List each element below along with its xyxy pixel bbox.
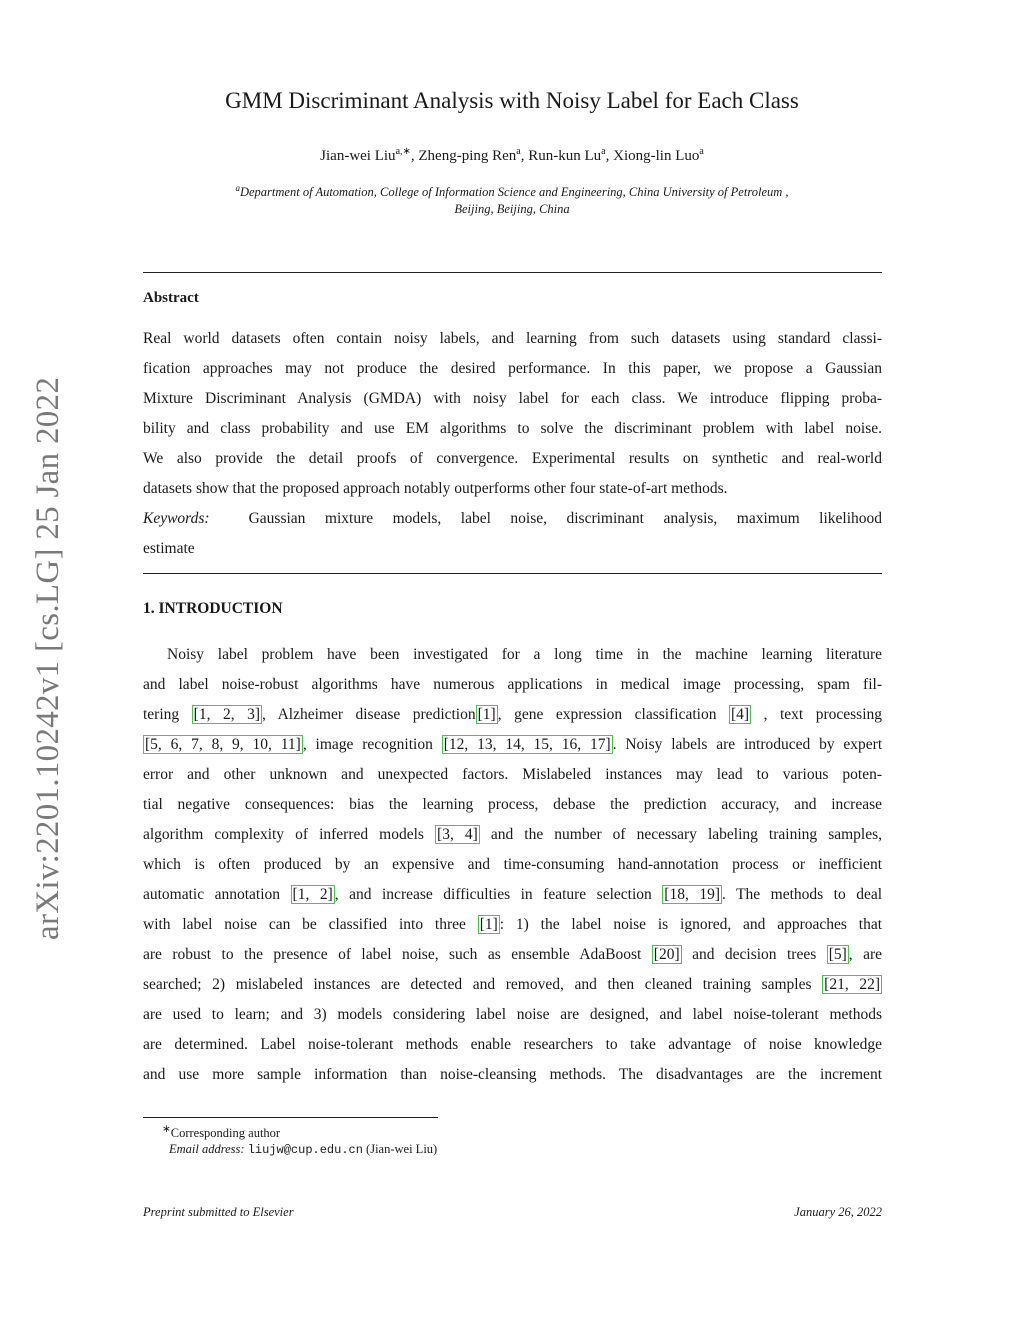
citation-link[interactable]: [21, 22] [824,976,881,993]
abstract-line: Real world datasets often contain noisy labels, and learning from such datasets using standard classi- [143,330,882,347]
footer-date: January 26, 2022 [794,1205,882,1219]
intro-line [143,700,882,730]
affiliation-mark: a [235,183,240,193]
text-run: with label noise can be classified into three [143,916,466,933]
keywords-line [143,504,882,534]
citation-number: 3 [442,826,450,843]
citation-number: 1 [484,916,493,933]
citation-number: 12 [448,736,465,753]
intro-line [143,730,882,760]
abstract-line: bility and class probability and use EM algorithms to solve the discriminant problem with label noise. [143,420,882,437]
text-run: algorithm complexity of inferred models [143,826,424,843]
text-run: . The methods to deal [721,886,883,903]
intro-line [143,940,882,970]
abstract-line: fication approaches may not produce the desired performance. In this paper, we propose a Gaussian [143,360,882,377]
footnote-mark: ∗ [162,1124,171,1135]
author-list: Jian-wei Liu$^{a,∗}$, Zheng-ping Ren$^a$, Run-kun Lu$^a$, Xiong-lin Luo$^a$ [320,146,704,164]
citation-number: 5 [833,946,842,963]
abstract-top-rule [143,272,882,273]
intro-line: are used to learn; and 3) models considering label noise are designed, and label noise-tolerant methods [143,1006,882,1023]
section-heading: 1. INTRODUCTION [143,600,283,617]
abstract-body [143,324,882,564]
intro-line [143,910,882,940]
citation-number: 2 [222,706,231,723]
intro-line: Noisy label problem have been investigated for a long time in the machine learning literature [167,646,882,663]
citation-link[interactable]: [3, 4] [437,826,478,843]
affiliation-line: Department of Automation, College of Information Science and Engineering, China University of Petroleum , [239,185,789,200]
intro-line [143,820,882,850]
citation-link[interactable]: [1] [477,706,496,723]
text-run: : 1) the label noise is ignored, and approaches that [499,916,883,933]
citation-number: 19 [699,886,715,903]
citation-number: 3 [247,706,255,723]
citation-number: 17 [589,736,606,753]
author-name: Jian-wei Liu [320,148,396,164]
footnote [162,1122,437,1158]
intro-line [143,970,882,1000]
citation-number: 18 [669,886,685,903]
abstract-line: Mixture Discriminant Analysis (GMDA) with noisy label for each class. We introduce flipping proba- [143,390,882,407]
citation-number: 5 [150,736,158,753]
author-name: Xiong-lin Luo [613,148,700,164]
intro-body [143,640,882,1090]
citation-number: 1 [482,706,491,723]
keywords-label: Keywords: [143,510,210,527]
citation-number: 15 [533,736,550,753]
citation-link[interactable]: [1, 2] [292,886,333,903]
text-run: searched; 2) mislabeled instances are detected and removed, and then cleaned training samples [143,976,812,993]
citation-number: 13 [477,736,493,753]
author-name: Zheng-ping Ren [418,148,517,164]
abstract-line: We also provide the detail proofs of convergence. Experimental results on synthetic and real-world [143,450,882,467]
text-run: , Alzheimer disease prediction [262,706,476,723]
text-run: tering [143,706,180,723]
text-run: , and increase difficulties in feature selection [334,886,652,903]
arxiv-identifier: arXiv:2201.10242v1 [cs.LG] 25 Jan 2022 [30,376,66,940]
citation-link[interactable]: [5, 6, 7, 8, 9, 10, 11] [145,736,301,753]
citation-number: 6 [170,736,179,753]
citation-link[interactable]: [1, 2, 3] [193,706,261,723]
citation-number: 14 [505,736,521,753]
keywords-text: Gaussian mixture models, label noise, discriminant analysis, maximum likelihood [248,510,882,527]
email-owner: (Jian-wei Liu) [366,1142,438,1157]
text-run: automatic annotation [143,886,281,903]
abstract-bottom-rule [143,573,882,574]
citation-number: 7 [191,736,199,753]
intro-line: and label noise-robust algorithms have numerous applications in medical image processing, spam fil- [143,676,882,693]
intro-line [143,880,882,910]
affiliation [150,180,874,218]
intro-line: error and other unknown and unexpected factors. Mislabeled instances may lead to various poten- [143,766,882,783]
footer-preprint-note: Preprint submitted to Elsevier [143,1205,294,1219]
citation-number: 11 [280,736,296,753]
text-run: . Noisy labels are introduced by expert [612,736,883,753]
citation-link[interactable]: [20] [653,946,680,963]
citation-number: 21 [829,976,845,993]
text-run: and decision trees [692,946,817,963]
footnote-rule [143,1117,438,1118]
citation-number: 10 [252,736,269,753]
paper-title: GMM Discriminant Analysis with Noisy Label for Each Class [225,88,799,113]
intro-line: which is often produced by an expensive and time-consuming hand-annotation process or inefficient [143,856,882,873]
author-affil-mark: a [601,146,606,157]
author-affil-mark: a [699,146,704,157]
text-run: , gene expression classification [497,706,717,723]
footnote-text: Corresponding author [170,1126,281,1141]
citation-link[interactable]: [5] [828,946,847,963]
intro-line: and use more sample information than noise-cleansing methods. The disadvantages are the increment [143,1066,882,1083]
text-run: , are [848,946,883,963]
citation-number: 9 [232,736,240,753]
citation-number: 8 [211,736,220,753]
text-run: and the number of necessary labeling training samples, [490,826,883,843]
text-run: , text processing [763,706,883,723]
citation-number: 20 [658,946,675,963]
text-run: are robust to the presence of label noise, such as ensemble AdaBoost [143,946,642,963]
author-affil-mark: a [516,146,521,157]
text-run: , image recognition [302,736,433,753]
email-label: Email address: [169,1142,245,1157]
abstract-heading: Abstract [143,290,199,306]
abstract-line: datasets show that the proposed approach notably outperforms other four state-of-art methods. [143,480,728,497]
citation-number: 1 [297,886,306,903]
citation-number: 22 [859,976,875,993]
author-affil-mark: a,∗ [395,146,411,157]
intro-line: are determined. Label noise-tolerant methods enable researchers to take advantage of noise knowledge [143,1036,882,1053]
keywords-line: estimate [143,540,195,557]
author-name: Run-kun Lu [528,148,602,164]
citation-number: 4 [464,826,473,843]
email-link[interactable]: liujw@cup.edu.cn [247,1143,363,1158]
citation-number: 4 [736,706,744,723]
citation-link[interactable]: [1] [479,916,498,933]
citation-number: 2 [319,886,328,903]
affiliation-line: Beijing, Beijing, China [454,202,570,217]
intro-line: tial negative consequences: bias the learning process, debase the prediction accuracy, and increase [143,796,882,813]
citation-number: 1 [198,706,207,723]
citation-link[interactable]: [18, 19] [664,886,720,903]
citation-link[interactable]: [12, 13, 14, 15, 16, 17] [443,736,611,753]
citation-number: 16 [561,736,578,753]
citation-link[interactable]: [4] [730,706,750,723]
